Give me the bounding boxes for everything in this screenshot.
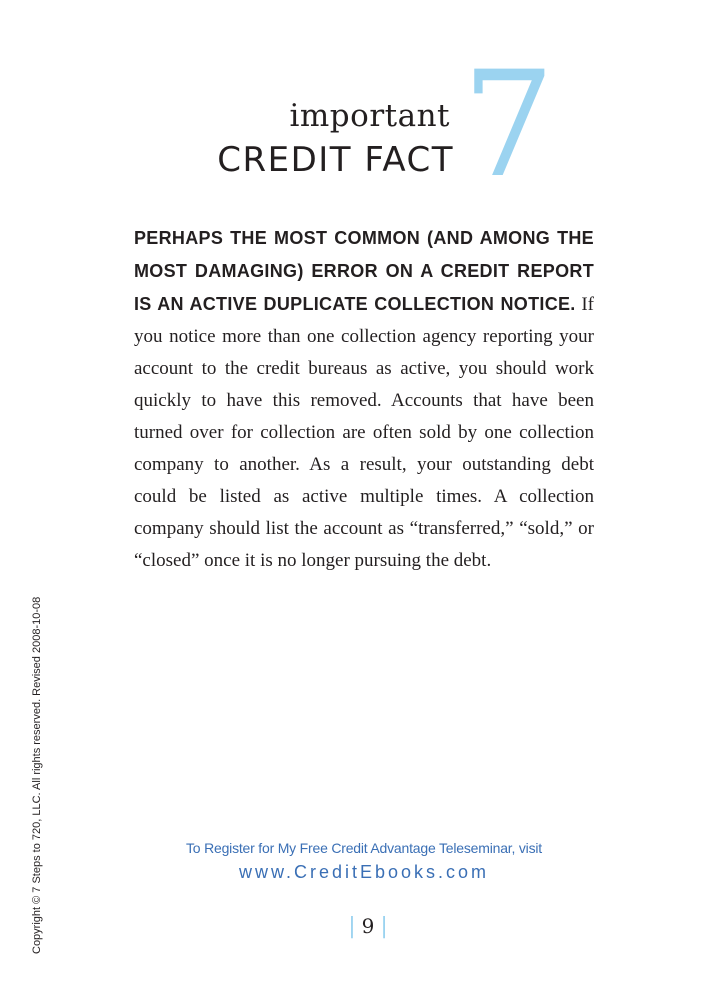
promo-url-link[interactable]: www.CreditEbooks.com: [238, 862, 490, 882]
heading-title: CREDIT FACT: [217, 140, 454, 180]
page-divider-left: |: [348, 914, 356, 939]
body-paragraph: If you notice more than one collection agency reporting your account to the credit bureaus as active, you should work quickly to have this removed. Accounts that have been turned over for collection are often sold by one collection company to another. As a result, your outstanding debt could be listed as active multiple times. A collection company should list the account as “transferred,” “sold,” or “closed” once it is no longer pursuing the debt.: [134, 294, 595, 571]
page-number: [338, 914, 398, 939]
promo-text: To Register for My Free Credit Advantage Teleseminar, visit: [186, 840, 542, 856]
lead-sentence: PERHAPS THE MOST COMMON (AND AMONG THE MOST DAMAGING) ERROR ON A CREDIT REPORT IS AN ACTIVE DUPLICATE COLLECTION NOTICE.: [134, 228, 594, 314]
page-divider-right: |: [380, 914, 388, 939]
fact-number: 7: [462, 40, 555, 210]
heading-small-word: important: [289, 98, 450, 134]
copyright-notice: Copyright © 7 Steps to 720, LLC. All rights reserved. Revised 2008-10-08: [31, 596, 43, 954]
page-number-value: 9: [361, 914, 375, 938]
fact-body: [134, 222, 594, 577]
fact-heading: [196, 40, 576, 210]
